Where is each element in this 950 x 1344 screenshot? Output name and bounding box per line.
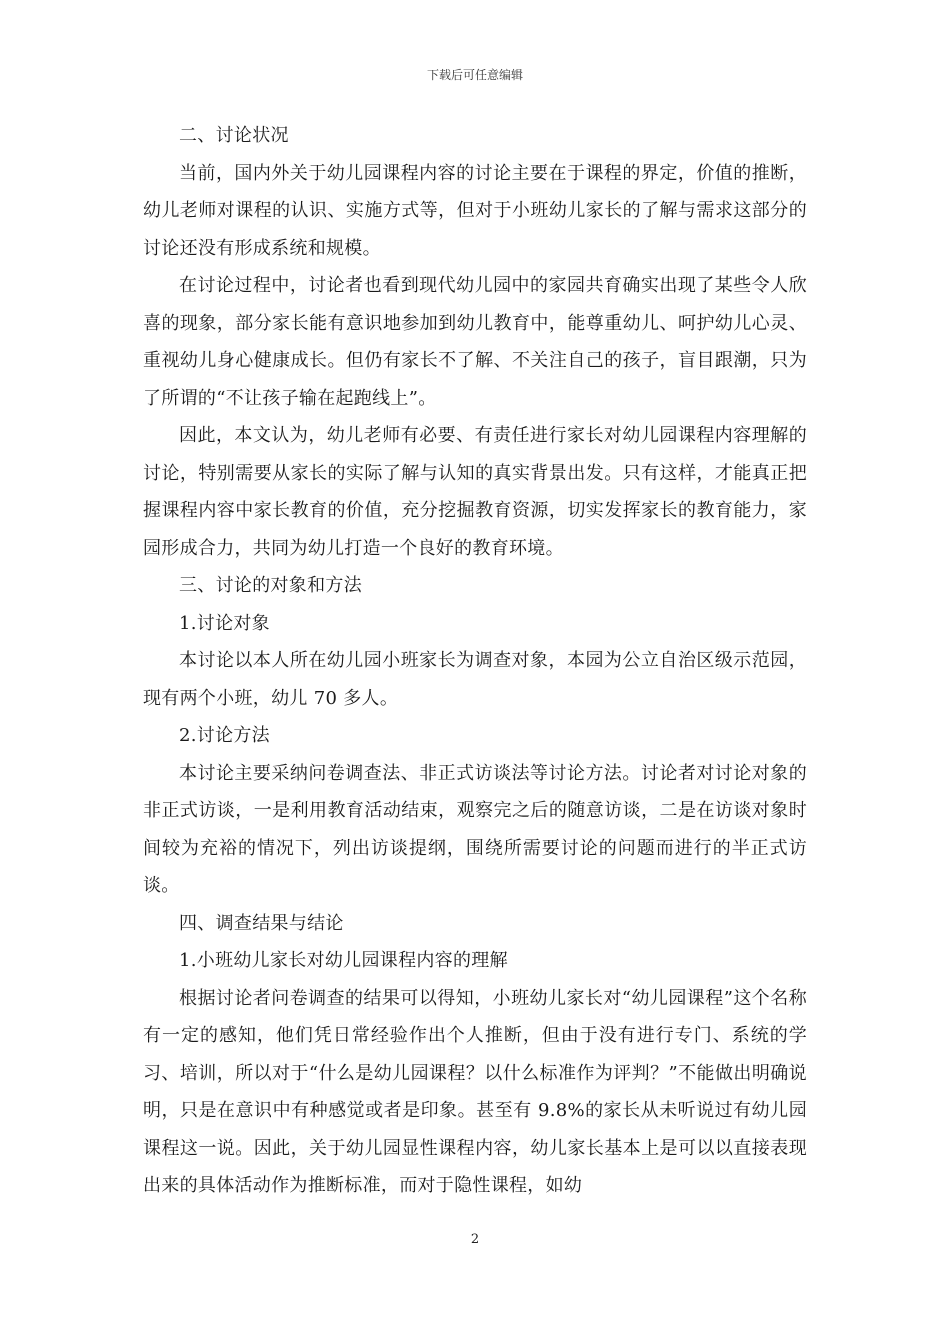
page-number: 2 xyxy=(470,1232,480,1247)
paragraph: 在讨论过程中，讨论者也看到现代幼儿园中的家园共育确实出现了某些令人欣喜的现象，部分家长能有意识地参加到幼儿教育中，能尊重幼儿、呵护幼儿心灵、重视幼儿身心健康成长。但仍有家长不了解、不关注自己的孩子，盲目跟潮，只为了所谓的“不让孩子输在起跑线上”。 xyxy=(143,275,807,409)
paragraph: 本讨论主要采纳问卷调查法、非正式访谈法等讨论方法。讨论者对讨论对象的非正式访谈，一是利用教育活动结束，观察完之后的随意访谈，二是在访谈对象时间较为充裕的情况下，列出访谈提纲，围绕所需要讨论的问题而进行的半正式访谈。 xyxy=(143,762,807,896)
section-heading-discussion-status: 二、讨论状况 xyxy=(179,125,289,146)
subheading-parent-understanding: 1.小班幼儿家长对幼儿园课程内容的理解 xyxy=(179,950,508,971)
subheading-objects: 1.讨论对象 xyxy=(179,612,270,634)
section-heading-objects-methods: 三、讨论的对象和方法 xyxy=(179,575,362,596)
paragraph: 当前，国内外关于幼儿园课程内容的讨论主要在于课程的界定，价值的推断，幼儿老师对课程的认识、实施方式等，但对于小班幼儿家长的了解与需求这部分的讨论还没有形成系统和规模。 xyxy=(143,162,807,259)
subheading-methods: 2.讨论方法 xyxy=(179,725,270,746)
section-heading-results: 四、调查结果与结论 xyxy=(179,912,344,934)
document-body xyxy=(143,117,807,1205)
paragraph: 本讨论以本人所在幼儿园小班家长为调查对象，本园为公立自治区级示范园，现有两个小班，幼儿 70 多人。 xyxy=(143,650,807,709)
paragraph: 根据讨论者问卷调查的结果可以得知，小班幼儿家长对“幼儿园课程”这个名称有一定的感知，他们凭日常经验作出个人推断，但由于没有进行专门、系统的学习、培训，所以对于“什么是幼儿园课程？以什么标准作为评判？”不能做出明确说明，只是在意识中有种感觉或者是印象。甚至有 9.8%的家长从未听说过有幼儿园课程这一说。因此，关于幼儿园显性课程内容，幼儿家长基本上是可以以直接表现出来的具体活动作为推断标准，而对于隐性课程，如幼 xyxy=(143,987,807,1196)
paragraph: 因此，本文认为，幼儿老师有必要、有责任进行家长对幼儿园课程内容理解的讨论，特别需要从家长的实际了解与认知的真实背景出发。只有这样，才能真正把握课程内容中家长教育的价值，充分挖掘教育资源，切实发挥家长的教育能力，家园形成合力，共同为幼儿打造一个良好的教育环境。 xyxy=(143,425,807,559)
page-header: 下载后可任意编辑 xyxy=(426,68,523,82)
